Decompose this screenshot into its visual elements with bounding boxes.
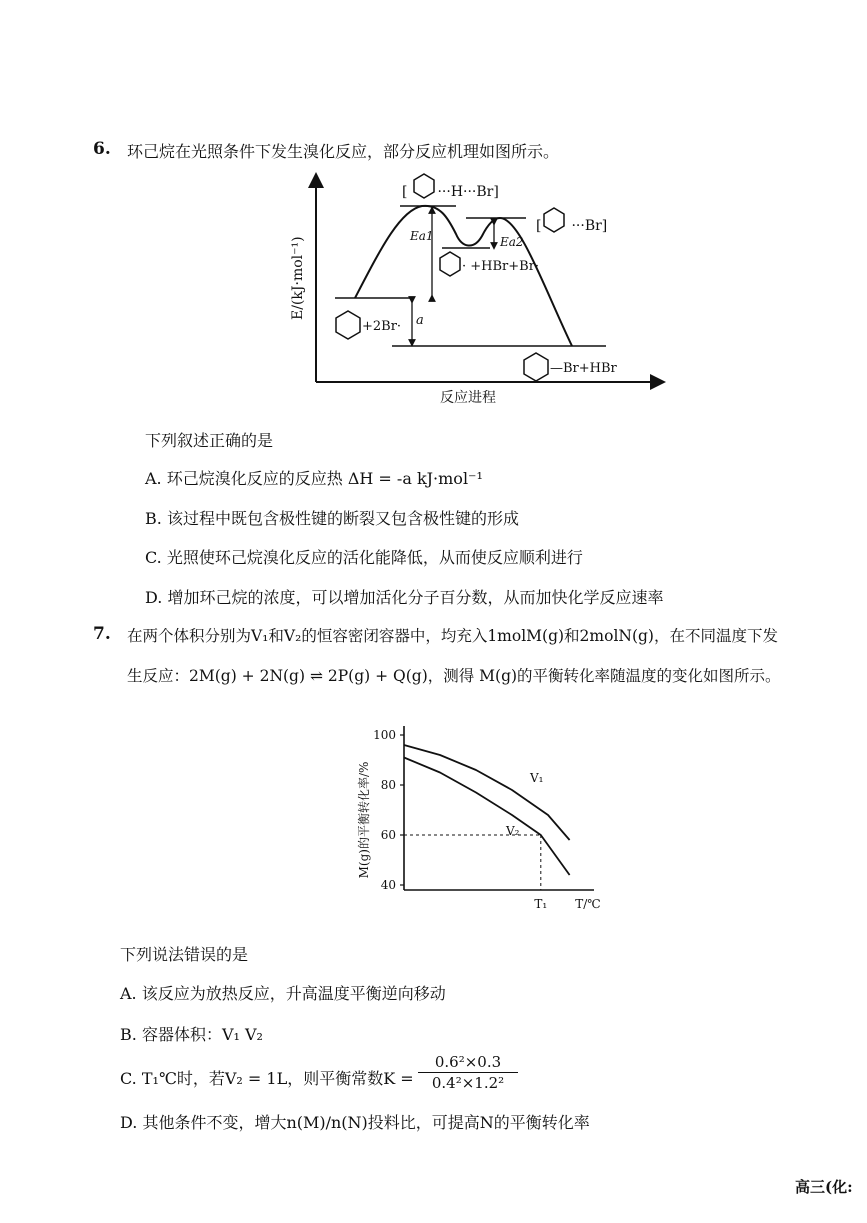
series-line-1 (404, 745, 570, 840)
energy-diagram (0, 0, 867, 420)
energy-x-axis-label: 反应进程 (440, 390, 496, 406)
q6-option-a[interactable] (145, 466, 483, 489)
option-letter: A. (120, 984, 137, 1003)
chart-y-axis-label: M(g)的平衡转化率/% (357, 761, 371, 879)
option-text: 其他条件不变，增大n(M)/n(N)投料比，可提高N的平衡转化率 (142, 1113, 590, 1132)
question-7-number: 7. (93, 624, 111, 644)
cyclohexane-ring-icon (544, 208, 564, 232)
question-6-stem: 环己烷在光照条件下发生溴化反应，部分反应机理如图所示。 (127, 142, 560, 161)
q6-option-b[interactable] (145, 506, 519, 529)
option-text: 该反应为放热反应，升高温度平衡逆向移动 (141, 984, 446, 1003)
page-footer: 高三(化: (795, 1178, 853, 1196)
option-letter: B. (145, 509, 162, 528)
option-letter: D. (120, 1113, 138, 1132)
q6-option-d[interactable] (145, 585, 663, 608)
option-letter: C. (120, 1069, 137, 1088)
option-text: 增加环己烷的浓度，可以增加活化分子百分数，从而加快化学反应速率 (167, 588, 664, 607)
q6-option-c[interactable] (145, 545, 583, 568)
question-6-number: 6. (93, 139, 111, 159)
y-tick-label: 80 (380, 778, 396, 792)
q7-option-a[interactable] (120, 981, 446, 1004)
option-letter: A. (145, 469, 162, 488)
equilibrium-fraction (418, 1053, 518, 1092)
ea1-label: Ea1 (410, 229, 434, 243)
option-text: T₁℃时，若V₂ = 1L，则平衡常数K = (141, 1069, 414, 1088)
intermediate-label: · +HBr+Br· (462, 259, 540, 274)
question-7-intro: 下列说法错误的是 (120, 945, 249, 964)
y-tick-label: 60 (380, 828, 396, 842)
y-tick-label: 100 (373, 728, 396, 742)
q7-option-b[interactable] (120, 1022, 263, 1045)
conversion-chart (340, 720, 610, 920)
option-letter: D. (145, 588, 163, 607)
ea2-label: Ea2 (500, 235, 524, 249)
ts1-label: [ ···H···Br] (402, 184, 499, 200)
option-letter: B. (120, 1025, 137, 1044)
q7-option-c[interactable] (120, 1066, 414, 1089)
cyclohexane-ring-icon (336, 311, 360, 339)
option-text: 该过程中既包含极性键的断裂又包含极性键的形成 (166, 509, 519, 528)
products-label: —Br+HBr (550, 361, 617, 376)
series-label-1: V₁ (530, 771, 544, 785)
y-tick-label: 40 (380, 878, 396, 892)
cyclohexane-ring-icon (440, 252, 460, 276)
x-tick-label: T₁ (534, 897, 548, 911)
ts2-label: [ ···Br] (536, 218, 608, 234)
series-label-2: V₂ (506, 824, 520, 838)
fraction-numerator: 0.6²×0.3 (418, 1053, 518, 1073)
option-text: 容器体积：V₁ V₂ (141, 1025, 263, 1044)
option-letter: C. (145, 548, 162, 567)
option-text: 环己烷溴化反应的反应热 ΔH = -a kJ·mol⁻¹ (166, 469, 483, 488)
question-6-intro: 下列叙述正确的是 (145, 431, 274, 450)
cyclohexane-ring-icon (524, 353, 548, 381)
option-text: 光照使环己烷溴化反应的活化能降低，从而使反应顺利进行 (166, 548, 583, 567)
q7-option-d[interactable] (120, 1110, 590, 1133)
conversion-plot-area (356, 726, 601, 911)
fraction-denominator: 0.4²×1.2² (431, 1074, 505, 1092)
a-label: a (416, 313, 424, 328)
reactants-label: +2Br· (362, 319, 402, 334)
cyclohexane-ring-icon (414, 174, 434, 198)
energy-y-axis-label: E/(kJ·mol⁻¹) (290, 236, 306, 320)
question-7-stem-line1: 在两个体积分别为V₁和V₂的恒容密闭容器中，均充入1molM(g)和2molN(g)，在不同温度下发 (127, 627, 778, 645)
question-7-stem-line2: 生反应：2M(g) + 2N(g) ⇌ 2P(g) + Q(g)，测得 M(g)的平衡转化率随温度的变化如图所示。 (127, 667, 781, 685)
chart-x-axis-label: T/℃ (575, 897, 601, 911)
